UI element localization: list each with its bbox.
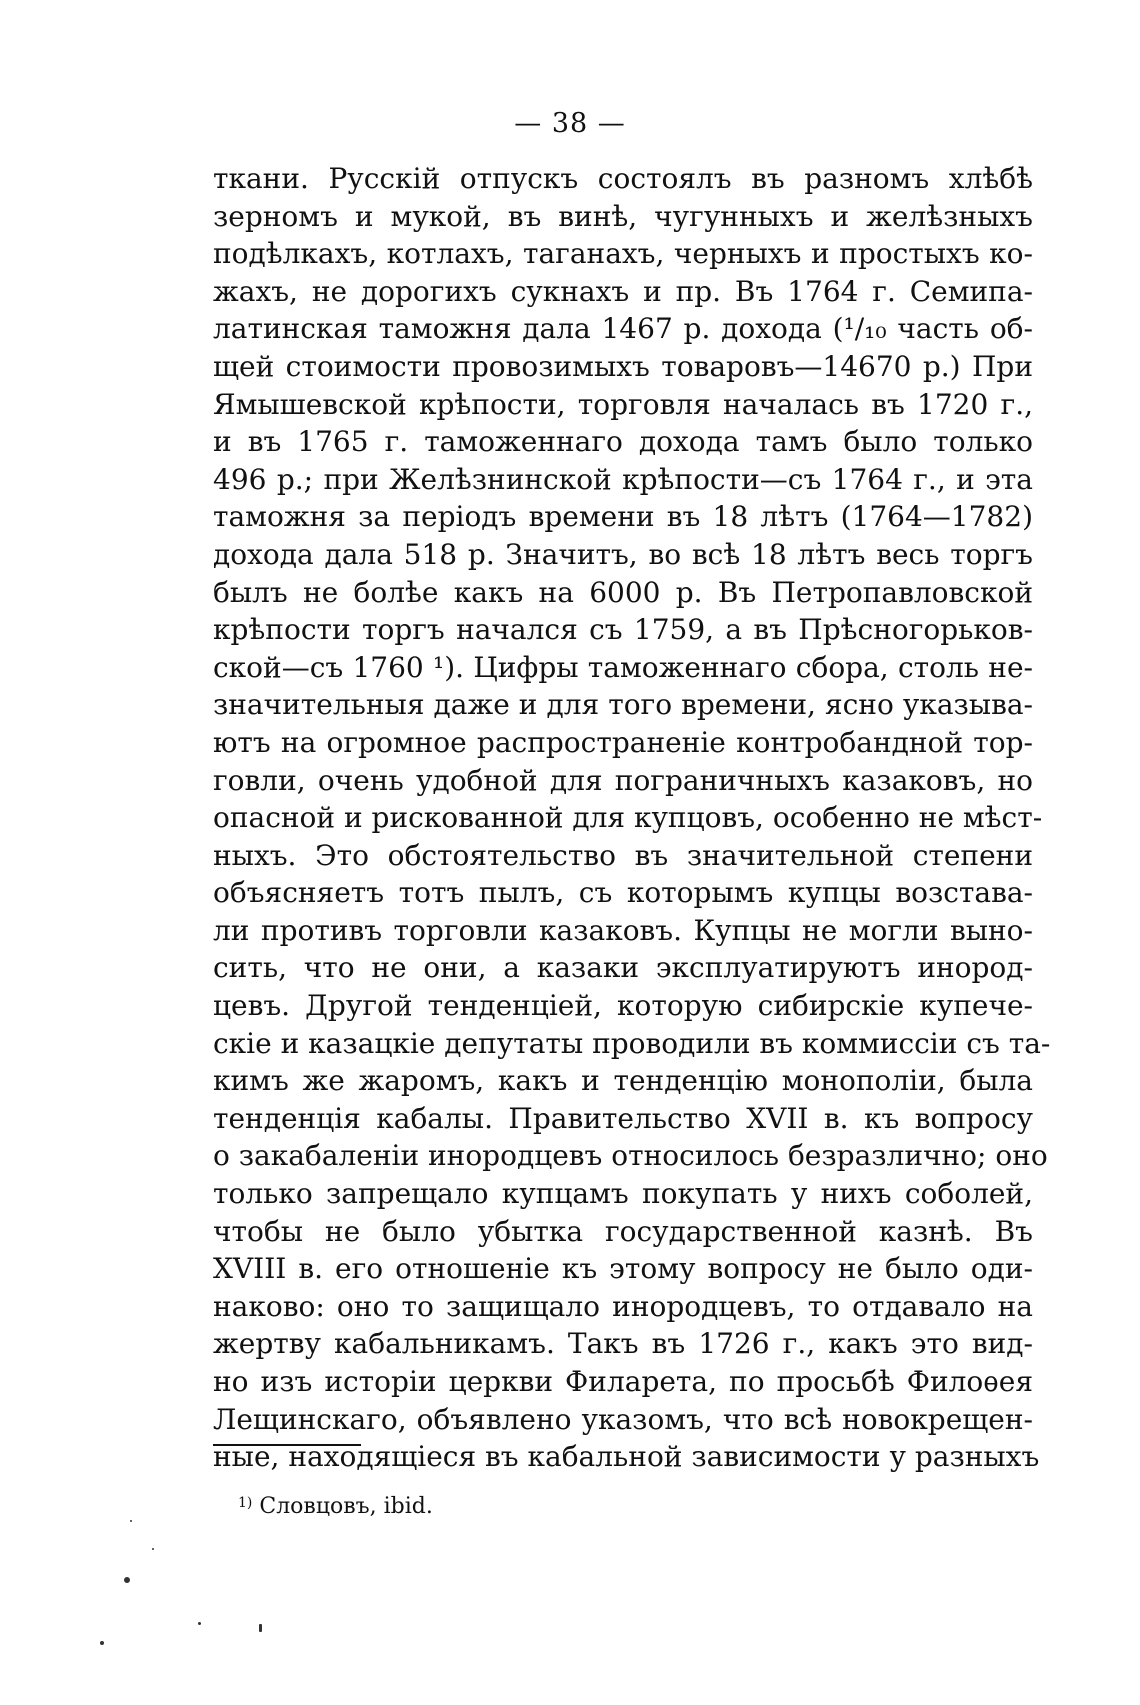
text-line: 496 р.; при Желѣзнинской крѣпости—съ 1764 г., и эта: [213, 462, 1033, 496]
scan-speck: [124, 1577, 130, 1583]
text-line: цевъ. Другой тенденціей, которую сибирскіе купече-: [213, 989, 1033, 1023]
scan-speck: [130, 1520, 132, 1522]
text-line: ли противъ торговли казаковъ. Купцы не могли выно-: [213, 913, 1033, 947]
text-line: ской—съ 1760 ¹). Цифры таможеннаго сбора, столь не-: [213, 650, 1033, 684]
text-line: ныхъ. Это обстоятельство въ значительной степени: [213, 838, 1033, 872]
text-line: былъ не болѣе какъ на 6000 р. Въ Петропавловской: [213, 575, 1033, 609]
text-line: объясняетъ тотъ пылъ, съ которымъ купцы возстава-: [213, 876, 1033, 910]
scan-speck: [198, 1622, 201, 1625]
text-line: наково: оно то защищало инородцевъ, то отдавало на: [213, 1289, 1033, 1323]
text-line: опасной и рискованной для купцовъ, особенно не мѣст-: [213, 801, 1043, 835]
text-line: Ямышевской крѣпости, торговля началась въ 1720 г.,: [213, 387, 1033, 421]
text-line: только запрещало купцамъ покупать у нихъ соболей,: [213, 1177, 1033, 1211]
body-text: [213, 160, 1051, 1476]
text-line: таможня за періодъ времени въ 18 лѣтъ (1764—1782): [213, 500, 1033, 534]
text-line: зерномъ и мукой, въ винѣ, чугунныхъ и желѣзныхъ: [213, 199, 1033, 233]
text-line: Лещинскаго, объявлено указомъ, что всѣ новокрещен-: [213, 1402, 1033, 1436]
text-line: скіе и казацкіе депутаты проводили въ коммиссіи съ та-: [213, 1026, 1051, 1060]
page-number: — 38 —: [514, 108, 626, 139]
text-line: кимъ же жаромъ, какъ и тенденцію монополіи, была: [213, 1064, 1033, 1098]
text-line: о закабаленіи инородцевъ относилось безразлично; оно: [213, 1139, 1048, 1173]
text-line: сить, что не они, а казаки эксплуатируютъ инород-: [213, 951, 1033, 985]
text-line: жахъ, не дорогихъ сукнахъ и пр. Въ 1764 г. Семипа-: [213, 274, 1033, 308]
scan-speck: [152, 1548, 154, 1550]
scan-speck: [100, 1641, 104, 1645]
footnote-text: Словцовъ, ibid.: [259, 1494, 433, 1519]
text-line: крѣпости торгъ начался съ 1759, а въ Прѣсногорьков-: [213, 613, 1033, 647]
footnote: [238, 1494, 433, 1519]
footnote-marker: 1): [238, 1495, 253, 1511]
footnote-rule: [213, 1444, 361, 1446]
text-line: латинская таможня дала 1467 р. дохода (¹/₁₀ часть об-: [213, 312, 1033, 346]
text-line: ютъ на огромное распространеніе контробандной тор-: [213, 725, 1033, 759]
text-line: жертву кабальникамъ. Такъ въ 1726 г., какъ это вид-: [213, 1327, 1033, 1361]
text-line: но изъ исторіи церкви Филарета, по просьбѣ Филоѳея: [213, 1365, 1033, 1398]
text-line: XVIII в. его отношеніе къ этому вопросу не было оди-: [213, 1252, 1033, 1286]
text-line: дохода дала 518 р. Значитъ, во всѣ 18 лѣтъ весь торгъ: [213, 537, 1033, 571]
text-line: чтобы не было убытка государственной казнѣ. Въ: [213, 1214, 1033, 1248]
text-line: говли, очень удобной для пограничныхъ казаковъ, но: [213, 763, 1033, 797]
scan-speck: [259, 1624, 262, 1632]
text-line: ткани. Русскій отпускъ состоялъ въ разномъ хлѣбѣ: [213, 162, 1033, 195]
text-line: значительныя даже и для того времени, ясно указыва-: [213, 688, 1033, 722]
text-line: ные, находящіеся въ кабальной зависимости у разныхъ: [213, 1440, 1040, 1474]
text-line: щей стоимости провозимыхъ товаровъ—14670 р.) При: [213, 349, 1033, 383]
text-line: и въ 1765 г. таможеннаго дохода тамъ было только: [213, 425, 1033, 459]
text-line: тенденція кабалы. Правительство XVII в. къ вопросу: [213, 1101, 1033, 1135]
text-line: подѣлкахъ, котлахъ, таганахъ, черныхъ и простыхъ ко-: [213, 237, 1033, 271]
